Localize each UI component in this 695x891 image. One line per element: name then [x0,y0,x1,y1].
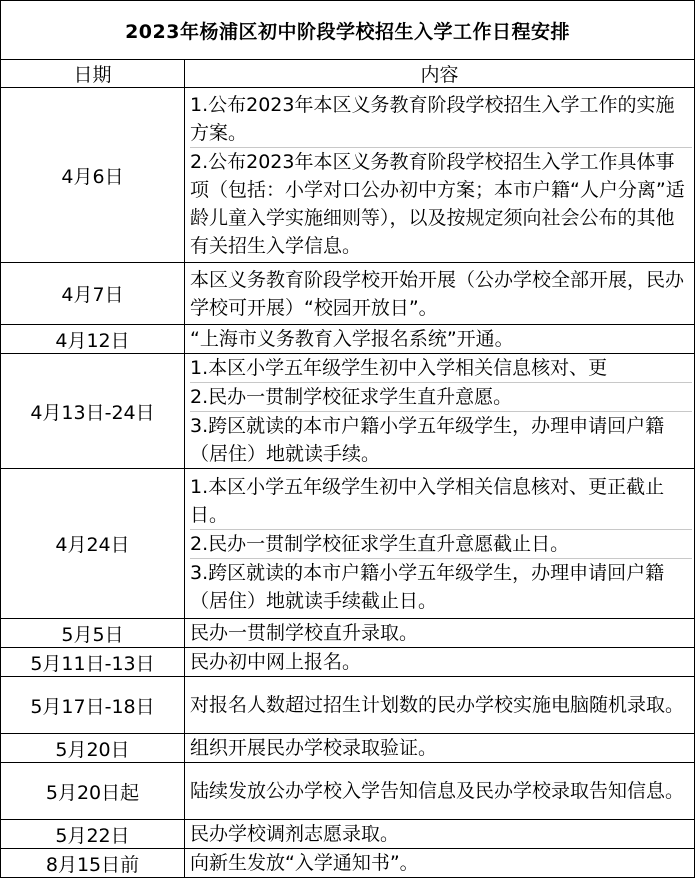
content-cell [185,734,695,763]
date-cell: 4月7日 [1,263,185,325]
schedule-row [1,469,695,619]
content-item: 民办学校调剂志愿录取。 [190,823,400,845]
content-item: “上海市义务教育入学报名系统”开通。 [190,328,514,350]
content-cell [185,763,695,820]
content-cell [185,263,695,325]
content-item: 2.公布2023年本区义务教育阶段学校招生入学工作具体事项（包括：小学对口公办初中方案；本市户籍“人户分离”适龄儿童入学实施细则等），以及按规定须向社会公布的其他有关招生入学信息。 [190,147,692,260]
schedule-row [1,677,695,734]
content-column-header: 内容 [185,60,695,88]
header-row [1,60,695,88]
content-cell [185,820,695,849]
content-cell [185,325,695,354]
content-item: 1.公布2023年本区义务教育阶段学校招生入学工作的实施方案。 [190,93,675,144]
date-cell: 4月24日 [1,469,185,619]
content-item: 民办初中网上报名。 [190,651,362,673]
date-cell: 4月12日 [1,325,185,354]
schedule-row [1,619,695,648]
content-cell [185,648,695,677]
date-cell: 5月11日-13日 [1,648,185,677]
content-cell [185,354,695,469]
schedule-row [1,354,695,469]
schedule-row [1,88,695,263]
schedule-row [1,648,695,677]
date-cell: 4月13日-24日 [1,354,185,469]
content-item: 3.跨区就读的本市户籍小学五年级学生，办理申请回户籍（居住）地就读手续。 [190,411,692,468]
date-cell: 8月15日前 [1,849,185,878]
schedule-row [1,849,695,878]
schedule-row [1,734,695,763]
schedule-row [1,820,695,849]
content-cell [185,677,695,734]
content-item: 2.民办一贯制学校征求学生直升意愿截止日。 [190,529,692,558]
date-cell: 4月6日 [1,88,185,263]
content-item: 组织开展民办学校录取验证。 [190,737,438,759]
content-item: 1.本区小学五年级学生初中入学相关信息核对、更正截止日。 [190,475,665,526]
date-column-header: 日期 [1,60,185,88]
schedule-row [1,325,695,354]
content-item: 对报名人数超过招生计划数的民办学校实施电脑随机录取。 [190,694,685,716]
sheet-title: 2023年杨浦区初中阶段学校招生入学工作日程安排 [1,1,695,60]
title-row [1,1,695,60]
content-cell [185,849,695,878]
content-item: 2.民办一贯制学校征求学生直升意愿。 [190,382,692,411]
date-cell: 5月17日-18日 [1,677,185,734]
content-item: 3.跨区就读的本市户籍小学五年级学生，办理申请回户籍（居住）地就读手续截止日。 [190,558,692,615]
date-cell: 5月5日 [1,619,185,648]
content-item: 民办一贯制学校直升录取。 [190,622,419,644]
content-cell [185,469,695,619]
content-item: 陆续发放公办学校入学告知信息及民办学校录取告知信息。 [190,780,685,802]
schedule-row [1,263,695,325]
content-cell [185,619,695,648]
content-item: 1.本区小学五年级学生初中入学相关信息核对、更 [190,357,608,379]
date-cell: 5月22日 [1,820,185,849]
content-cell [185,88,695,263]
content-item: 向新生发放“入学通知书”。 [190,852,419,874]
content-item: 本区义务教育阶段学校开始开展（公办学校全部开展，民办学校可开展）“校园开放日”。 [190,268,685,319]
date-cell: 5月20日 [1,734,185,763]
date-cell: 5月20日起 [1,763,185,820]
schedule-row [1,763,695,820]
